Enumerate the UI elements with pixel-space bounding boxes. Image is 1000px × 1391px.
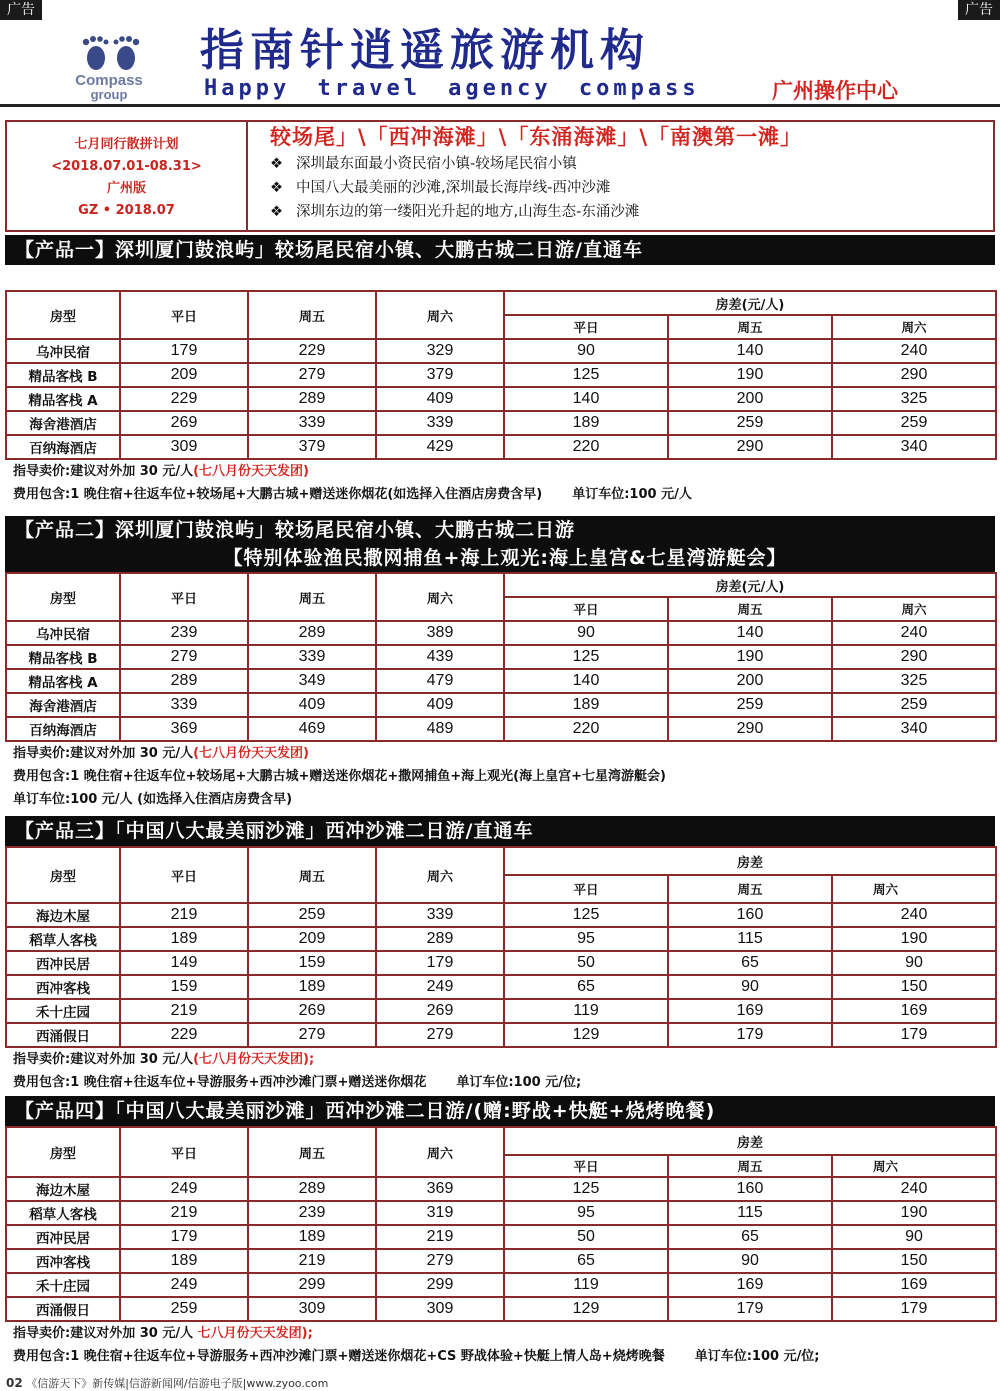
price-cell: 339: [248, 411, 376, 435]
price-cell: 309: [120, 435, 248, 459]
price-cell: 489: [376, 717, 504, 741]
price-cell: 169: [832, 999, 996, 1023]
product-notes: [5, 742, 995, 811]
table-row: [6, 903, 996, 927]
guide-note: (七八月份天天发团);: [193, 1052, 315, 1067]
price-cell: 279: [376, 1249, 504, 1273]
price-cell: 229: [120, 1023, 248, 1047]
price-cell: 150: [832, 1249, 996, 1273]
price-cell: 340: [832, 717, 996, 741]
price-cell: 179: [120, 1225, 248, 1249]
price-cell: 269: [248, 999, 376, 1023]
diff-weekday: 平日: [504, 315, 668, 339]
price-cell: 90: [668, 975, 832, 999]
room-name-cell: 海舍港酒店: [6, 693, 120, 717]
price-table: [5, 290, 997, 460]
table-row: [6, 999, 996, 1023]
product-title: 【产品一】深圳厦门鼓浪屿」较场尾民宿小镇、大鹏古城二日游/直通车: [15, 239, 643, 261]
table-row: [6, 1201, 996, 1225]
price-cell: 179: [832, 1023, 996, 1047]
price-cell: 409: [376, 693, 504, 717]
ad-label-right: 广告: [958, 0, 1000, 20]
room-name-cell: 稻草人客栈: [6, 1201, 120, 1225]
product-title-bar: [5, 235, 995, 265]
page-number: 02: [6, 1376, 23, 1390]
price-cell: 90: [668, 1249, 832, 1273]
price-cell: 379: [376, 363, 504, 387]
price-cell: 409: [248, 693, 376, 717]
footer-text: 《信游天下》新传媒|信游新闻网/信游电子版|www.zyoo.com: [26, 1377, 329, 1390]
price-cell: 95: [504, 1201, 668, 1225]
price-cell: 239: [120, 621, 248, 645]
price-cell: 200: [668, 387, 832, 411]
col-room-type: 房型: [6, 573, 120, 621]
table-row: [6, 951, 996, 975]
guide-price: 指导卖价:建议对外加 30 元/人: [13, 464, 194, 479]
price-cell: 179: [832, 1297, 996, 1321]
bullet-icon: ❖: [270, 204, 283, 220]
col-room-type: 房型: [6, 847, 120, 903]
col-saturday: 周六: [376, 1127, 504, 1177]
price-cell: 289: [248, 621, 376, 645]
price-cell: 299: [376, 1273, 504, 1297]
price-cell: 65: [504, 975, 668, 999]
product-title: 【产品二】深圳厦门鼓浪屿」较场尾民宿小镇、大鹏古城二日游: [15, 519, 576, 541]
plan-title: 七月同行散拼计划: [74, 137, 179, 152]
room-name-cell: 西冲民居: [6, 1225, 120, 1249]
product-title-bar: [5, 516, 995, 572]
table-row: [6, 717, 996, 741]
price-cell: 239: [248, 1201, 376, 1225]
price-cell: 125: [504, 645, 668, 669]
single-seat: 单订车位:100 元/人 (如选择入住酒店房费含早): [13, 792, 293, 807]
price-cell: 220: [504, 717, 668, 741]
room-name-cell: 百纳海酒店: [6, 717, 120, 741]
price-cell: 349: [248, 669, 376, 693]
price-cell: 90: [504, 339, 668, 363]
price-cell: 299: [248, 1273, 376, 1297]
price-cell: 50: [504, 1225, 668, 1249]
guide-note: 七八月份天天发团);: [197, 1326, 313, 1341]
bullet-icon: ❖: [270, 156, 283, 172]
price-cell: 189: [504, 693, 668, 717]
price-cell: 249: [376, 975, 504, 999]
product-subtitle: 【特别体验渔民撒网捕鱼+海上观光:海上皇宫&七星湾游艇会】: [223, 547, 787, 569]
price-cell: 159: [248, 951, 376, 975]
guide-note: (七八月份天天发团): [193, 464, 309, 479]
room-name-cell: 西冲客栈: [6, 1249, 120, 1273]
product-title-bar: [5, 1096, 995, 1126]
price-cell: 325: [832, 669, 996, 693]
col-weekday: 平日: [120, 573, 248, 621]
compass-logo: [54, 30, 164, 100]
room-name-cell: 西涌假日: [6, 1023, 120, 1047]
col-room-diff: 房差(元/人): [504, 291, 996, 315]
price-cell: 150: [832, 975, 996, 999]
price-cell: 159: [120, 975, 248, 999]
table-row: [6, 927, 996, 951]
table-row: [6, 1177, 996, 1201]
diff-weekday: 平日: [504, 597, 668, 621]
price-table: [5, 846, 997, 1048]
price-cell: 209: [248, 927, 376, 951]
table-row: [6, 387, 996, 411]
price-cell: 409: [376, 387, 504, 411]
table-row: [6, 621, 996, 645]
price-cell: 189: [248, 975, 376, 999]
header-divider: [0, 104, 1000, 107]
diff-friday: 周五: [668, 875, 832, 903]
table-row: [6, 645, 996, 669]
price-cell: 439: [376, 645, 504, 669]
col-saturday: 周六: [376, 573, 504, 621]
highlight-item: ❖ 中国八大最美丽的沙滩,深圳最长海岸线-西冲沙滩: [270, 176, 993, 200]
price-cell: 319: [376, 1201, 504, 1225]
price-cell: 190: [832, 927, 996, 951]
table-row: [6, 693, 996, 717]
price-cell: 65: [504, 1249, 668, 1273]
table-row: [6, 411, 996, 435]
operation-center: 广州操作中心: [772, 79, 898, 103]
product-title: 【产品三】「中国八大最美丽沙滩」西冲沙滩二日游/直通车: [15, 820, 534, 842]
plan-code: GZ • 2018.07: [78, 203, 175, 218]
table-row: [6, 435, 996, 459]
room-name-cell: 乌冲民宿: [6, 621, 120, 645]
price-cell: 259: [832, 693, 996, 717]
price-cell: 190: [832, 1201, 996, 1225]
price-cell: 140: [504, 669, 668, 693]
product-notes: [5, 460, 995, 506]
product-title: 【产品四】「中国八大最美丽沙滩」西冲沙滩二日游/(赠:野战+快艇+烧烤晚餐): [15, 1100, 716, 1122]
room-name-cell: 海舍港酒店: [6, 411, 120, 435]
price-cell: 309: [376, 1297, 504, 1321]
plan-dates: <2018.07.01-08.31>: [51, 159, 202, 174]
price-cell: 249: [120, 1273, 248, 1297]
price-cell: 389: [376, 621, 504, 645]
room-name-cell: 西冲客栈: [6, 975, 120, 999]
price-cell: 200: [668, 669, 832, 693]
diff-friday: 周五: [668, 1155, 832, 1177]
col-room-type: 房型: [6, 1127, 120, 1177]
room-name-cell: 精品客栈 A: [6, 669, 120, 693]
includes: 费用包含:1 晚住宿+往返车位+导游服务+西冲沙滩门票+赠送迷你烟花: [13, 1075, 427, 1090]
price-cell: 229: [120, 387, 248, 411]
price-cell: 189: [120, 1249, 248, 1273]
diff-saturday: 周六: [832, 1155, 996, 1177]
price-cell: 125: [504, 363, 668, 387]
table-row: [6, 975, 996, 999]
price-cell: 160: [668, 1177, 832, 1201]
price-cell: 289: [376, 927, 504, 951]
room-name-cell: 西冲民居: [6, 951, 120, 975]
price-cell: 160: [668, 903, 832, 927]
price-cell: 290: [668, 717, 832, 741]
price-cell: 219: [120, 999, 248, 1023]
guide-price: 指导卖价:建议对外加 30 元/人: [13, 1052, 194, 1067]
page-header: [20, 22, 980, 102]
table-row: [6, 1273, 996, 1297]
col-room-type: 房型: [6, 291, 120, 339]
plan-info: [7, 122, 248, 230]
guide-price: 指导卖价:建议对外加 30 元/人: [13, 1326, 194, 1341]
diff-saturday: 周六: [832, 597, 996, 621]
price-cell: 179: [668, 1023, 832, 1047]
room-name-cell: 禾十庄园: [6, 1273, 120, 1297]
col-weekday: 平日: [120, 291, 248, 339]
price-cell: 290: [832, 363, 996, 387]
col-saturday: 周六: [376, 291, 504, 339]
price-cell: 50: [504, 951, 668, 975]
price-cell: 290: [668, 435, 832, 459]
price-cell: 279: [376, 1023, 504, 1047]
price-cell: 179: [668, 1297, 832, 1321]
price-cell: 240: [832, 903, 996, 927]
product-notes: [5, 1048, 995, 1094]
diff-saturday: 周六: [832, 875, 996, 903]
price-cell: 115: [668, 927, 832, 951]
room-name-cell: 精品客栈 B: [6, 363, 120, 387]
price-cell: 219: [376, 1225, 504, 1249]
room-name-cell: 百纳海酒店: [6, 435, 120, 459]
includes: 费用包含:1 晚住宿+往返车位+导游服务+西冲沙滩门票+赠送迷你烟花+CS 野战体验+快艇上情人岛+烧烤晚餐: [13, 1349, 665, 1364]
diff-weekday: 平日: [504, 875, 668, 903]
product-notes: [5, 1322, 995, 1368]
includes: 费用包含:1 晚住宿+往返车位+较场尾+大鹏古城+赠送迷你烟花+撒网捕鱼+海上观光(海上皇宫+七星湾游艇会): [13, 769, 666, 784]
guide-price: 指导卖价:建议对外加 30 元/人: [13, 746, 194, 761]
highlight-item: ❖ 深圳东边的第一缕阳光升起的地方,山海生态-东涌沙滩: [270, 200, 993, 224]
diff-friday: 周五: [668, 597, 832, 621]
price-cell: 469: [248, 717, 376, 741]
room-name-cell: 海边木屋: [6, 903, 120, 927]
col-friday: 周五: [248, 291, 376, 339]
price-cell: 429: [376, 435, 504, 459]
col-weekday: 平日: [120, 847, 248, 903]
page-footer: [0, 1376, 1000, 1391]
price-cell: 289: [248, 387, 376, 411]
price-cell: 140: [504, 387, 668, 411]
price-cell: 190: [668, 645, 832, 669]
col-weekday: 平日: [120, 1127, 248, 1177]
room-name-cell: 稻草人客栈: [6, 927, 120, 951]
price-cell: 220: [504, 435, 668, 459]
price-cell: 369: [120, 717, 248, 741]
product-section: [5, 235, 995, 506]
col-saturday: 周六: [376, 847, 504, 903]
price-cell: 339: [376, 411, 504, 435]
table-row: [6, 1297, 996, 1321]
single-seat: 单订车位:100 元/位;: [694, 1349, 820, 1364]
price-cell: 240: [832, 1177, 996, 1201]
price-cell: 339: [376, 903, 504, 927]
logo-name: Compass: [75, 72, 143, 89]
price-cell: 219: [248, 1249, 376, 1273]
price-cell: 189: [120, 927, 248, 951]
product-section: [5, 816, 995, 1094]
price-cell: 219: [120, 1201, 248, 1225]
price-cell: 190: [668, 363, 832, 387]
price-cell: 259: [668, 411, 832, 435]
price-cell: 339: [120, 693, 248, 717]
product-section: [5, 516, 995, 811]
price-cell: 229: [248, 339, 376, 363]
price-cell: 339: [248, 645, 376, 669]
agency-name-en: Happy travel agency compass: [204, 76, 700, 101]
price-cell: 369: [376, 1177, 504, 1201]
price-cell: 140: [668, 339, 832, 363]
price-cell: 325: [832, 387, 996, 411]
price-cell: 259: [668, 693, 832, 717]
room-name-cell: 禾十庄园: [6, 999, 120, 1023]
price-cell: 329: [376, 339, 504, 363]
diff-weekday: 平日: [504, 1155, 668, 1177]
price-table: [5, 1126, 997, 1322]
single-seat: 单订车位:100 元/位;: [456, 1075, 582, 1090]
price-cell: 269: [120, 411, 248, 435]
single-seat: 单订车位:100 元/人: [572, 487, 692, 502]
col-room-diff: 房差: [504, 847, 996, 875]
price-cell: 279: [248, 1023, 376, 1047]
price-cell: 379: [248, 435, 376, 459]
price-cell: 209: [120, 363, 248, 387]
bullet-icon: ❖: [270, 180, 283, 196]
intro-box: [5, 120, 995, 232]
price-cell: 129: [504, 1023, 668, 1047]
route-info: [250, 122, 993, 230]
diff-saturday: 周六: [832, 315, 996, 339]
price-cell: 289: [248, 1177, 376, 1201]
price-cell: 95: [504, 927, 668, 951]
table-row: [6, 363, 996, 387]
col-room-diff: 房差: [504, 1127, 996, 1155]
price-cell: 289: [120, 669, 248, 693]
ad-label-left: 广告: [0, 0, 42, 20]
price-cell: 119: [504, 999, 668, 1023]
price-cell: 115: [668, 1201, 832, 1225]
price-cell: 179: [376, 951, 504, 975]
product-title-bar: [5, 816, 995, 846]
col-room-diff: 房差(元/人): [504, 573, 996, 597]
guide-note: (七八月份天天发团): [193, 746, 309, 761]
price-cell: 90: [504, 621, 668, 645]
room-name-cell: 西涌假日: [6, 1297, 120, 1321]
price-cell: 240: [832, 621, 996, 645]
price-cell: 249: [120, 1177, 248, 1201]
price-cell: 219: [120, 903, 248, 927]
price-cell: 259: [832, 411, 996, 435]
footprints-icon: [76, 34, 146, 72]
price-cell: 279: [248, 363, 376, 387]
price-cell: 279: [120, 645, 248, 669]
price-cell: 309: [248, 1297, 376, 1321]
diff-friday: 周五: [668, 315, 832, 339]
table-row: [6, 1249, 996, 1273]
price-cell: 340: [832, 435, 996, 459]
room-name-cell: 乌冲民宿: [6, 339, 120, 363]
price-cell: 479: [376, 669, 504, 693]
price-cell: 125: [504, 903, 668, 927]
price-cell: 125: [504, 1177, 668, 1201]
table-row: [6, 339, 996, 363]
price-cell: 90: [832, 951, 996, 975]
includes: 费用包含:1 晚住宿+往返车位+较场尾+大鹏古城+赠送迷你烟花(如选择入住酒店房费含早): [13, 487, 543, 502]
price-cell: 169: [668, 1273, 832, 1297]
price-cell: 259: [120, 1297, 248, 1321]
price-cell: 119: [504, 1273, 668, 1297]
price-cell: 189: [504, 411, 668, 435]
price-cell: 90: [832, 1225, 996, 1249]
price-cell: 169: [668, 999, 832, 1023]
col-friday: 周五: [248, 573, 376, 621]
price-cell: 290: [832, 645, 996, 669]
price-table: [5, 572, 997, 742]
price-cell: 65: [668, 951, 832, 975]
price-cell: 179: [120, 339, 248, 363]
price-cell: 149: [120, 951, 248, 975]
route-title: 较场尾」\「西冲海滩」\「东涌海滩」\「南澳第一滩」: [270, 125, 803, 149]
price-cell: 140: [668, 621, 832, 645]
highlight-item: ❖ 深圳最东面最小资民宿小镇-较场尾民宿小镇: [270, 152, 993, 176]
price-cell: 129: [504, 1297, 668, 1321]
price-cell: 65: [668, 1225, 832, 1249]
table-row: [6, 1023, 996, 1047]
col-friday: 周五: [248, 1127, 376, 1177]
col-friday: 周五: [248, 847, 376, 903]
table-row: [6, 1225, 996, 1249]
product-section: [5, 1096, 995, 1368]
price-cell: 189: [248, 1225, 376, 1249]
room-name-cell: 精品客栈 B: [6, 645, 120, 669]
logo-sub: group: [90, 87, 128, 102]
price-cell: 259: [248, 903, 376, 927]
plan-edition: 广州版: [106, 181, 146, 196]
price-cell: 269: [376, 999, 504, 1023]
table-row: [6, 669, 996, 693]
price-cell: 169: [832, 1273, 996, 1297]
room-name-cell: 海边木屋: [6, 1177, 120, 1201]
agency-name-cn: 指南针逍遥旅游机构: [200, 25, 650, 76]
room-name-cell: 精品客栈 A: [6, 387, 120, 411]
price-cell: 240: [832, 339, 996, 363]
